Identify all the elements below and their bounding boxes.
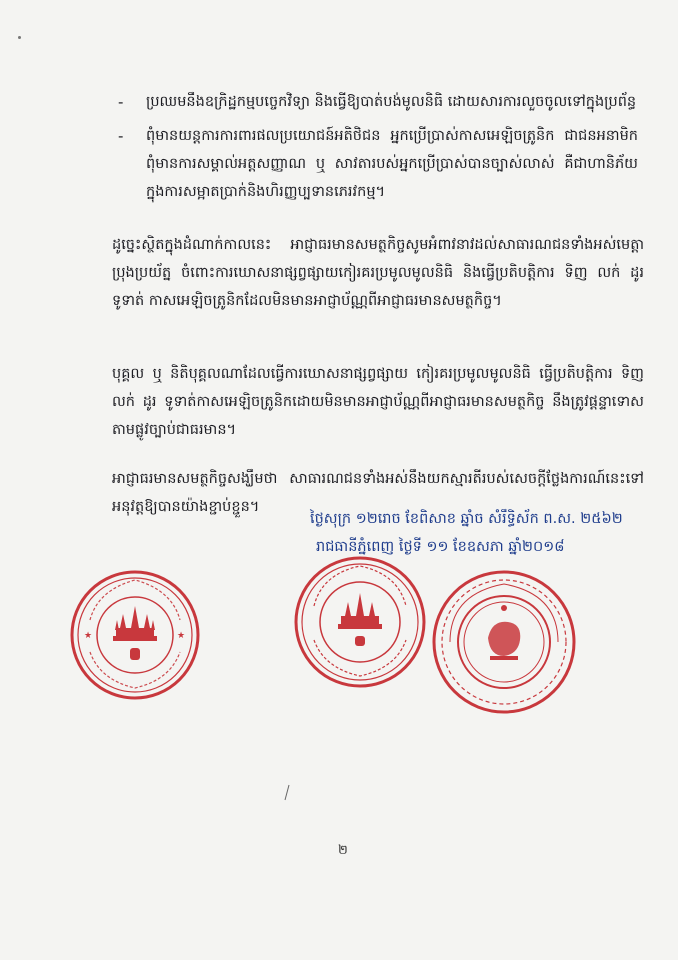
- svg-text:★: ★: [177, 631, 186, 641]
- bullet-text: ពុំមានយន្តការការពារផលប្រយោជន៍អតិថិជន អ្នកប្រើប្រាស់កាសអេឡិចត្រូនិក ជាជនអនាមិក ពុំមានការសម្គាល់អត្តសញ្ញាណ ឬ សាវតារបស់អ្នកប្រើប្រាស់បានច្បាស់លាស់ គឺជាហានិភ័យក្នុងការសម្អាតប្រាក់និងហិរញ្ញប្បទានភេរវកម្ម។: [146, 128, 638, 200]
- bullet-item: [118, 122, 638, 206]
- official-seal-1: [68, 568, 202, 702]
- paragraph-closing: អាជ្ញាធរមានសមត្ថកិច្ចសង្ឃឹមថា សាធារណជនទាំងអស់នឹងយកស្មារតីរបស់សេចក្តីថ្លែងការណ៍នេះទៅអនុវត្តឱ្យបានយ៉ាងខ្ជាប់ខ្ជួន។: [112, 470, 644, 515]
- svg-text:★: ★: [84, 631, 93, 641]
- bullet-text: ប្រឈមនឹងឧក្រិដ្ឋកម្មបច្ចេកវិទ្យា និងធ្វើឱ្យបាត់បង់មូលនិធិ ដោយសារការលួចចូលទៅក្នុងប្រព័ន្ធ: [146, 94, 637, 110]
- bullet-marker: -: [118, 127, 124, 145]
- official-seal-2: [290, 552, 430, 692]
- bullet-list: [118, 88, 638, 212]
- gregorian-date-line: រាជធានីភ្នំពេញ ថ្ងៃទី ១១ ខែឧសភា ឆ្នាំ២០១៨: [316, 539, 565, 555]
- stray-pen-mark: [283, 784, 291, 802]
- paragraph-appeal: ដូច្នេះស្ថិតក្នុងដំណាក់កាលនេះ អាជ្ញាធរមានសមត្ថកិច្ចសូមអំពាវនាវដល់សាធារណជនទាំងអស់មេត្តាប្រុងប្រយ័ត្ន ចំពោះការឃោសនាផ្សព្វផ្សាយកៀរគរប្រមូលមូលនិធិ និងធ្វើប្រតិបត្តិការ ទិញ លក់ ដូរ ទូទាត់ កាសអេឡិចត្រូនិកដែលមិនមានអាជ្ញាប័ណ្ណពីអាជ្ញាធរមានសមត្ថកិច្ច។: [112, 236, 644, 309]
- lunar-date-line: ថ្ងៃសុក្រ ១២រោច ខែពិសាខ ឆ្នាំច សំរឹទ្ធិស័ក ព.ស. ២៥៦២: [310, 511, 623, 527]
- bullet-item: [118, 88, 638, 116]
- page-number: ២: [338, 843, 348, 858]
- paragraph-penalty: បុគ្គល ឬ និតិបុគ្គលណាដែលធ្វើការឃោសនាផ្សព្វផ្សាយ កៀរគរប្រមូលមូលនិធិ ធ្វើប្រតិបត្តិការ ទិញ លក់ ដូរ ទូទាត់កាសអេឡិចត្រូនិកដោយមិនមានអាជ្ញាប័ណ្ណពីអាជ្ញាធរមានសមត្ថកិច្ច នឹងត្រូវផ្តន្ទាទោសតាមផ្លូវច្បាប់ជាធរមាន។: [112, 365, 644, 438]
- scan-speck: [18, 36, 21, 39]
- bullet-marker: -: [118, 93, 124, 111]
- official-seal-3: [430, 568, 578, 716]
